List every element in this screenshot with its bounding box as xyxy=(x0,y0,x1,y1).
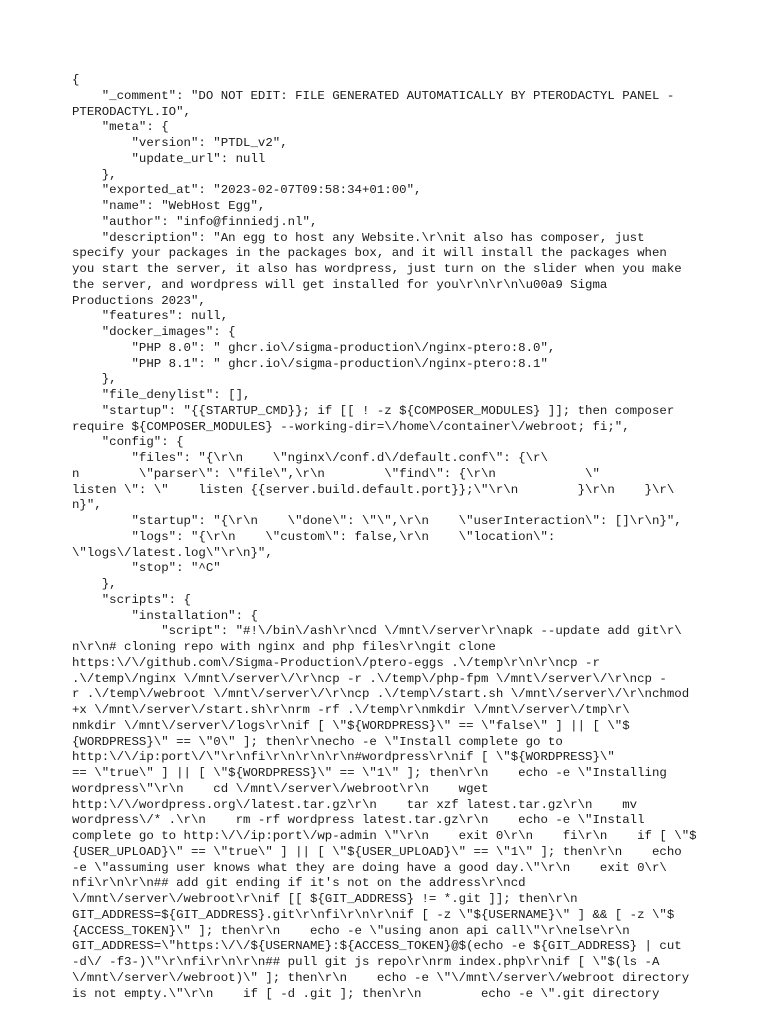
code-line: "startup": "{\r\n \"done\": \"\",\r\n \"userInteraction\": []\r\n}", xyxy=(72,514,682,528)
code-line: "installation": { xyxy=(72,608,258,623)
code-line: }, xyxy=(72,372,117,387)
code-line: https:\/\/github.com\/Sigma-Production\/ptero-eggs .\/temp\r\n\r\ncp -r xyxy=(72,655,600,670)
code-line: is not empty.\"\r\n if [ -d .git ]; then\r\n echo -e \".git directory xyxy=(72,986,660,1001)
code-line: n \"parser\": \"file\",\r\n \"find\": {\r\n \" xyxy=(72,466,600,481)
code-line: "config": { xyxy=(72,435,184,450)
code-line: GIT_ADDRESS=${GIT_ADDRESS}.git\r\nfi\r\n\r\nif [ -z \"${USERNAME}\" ] && [ -z \"$ xyxy=(72,907,675,922)
code-line: n}", xyxy=(72,498,102,513)
code-line: listen \": \" listen {{server.build.default.port}};\"\r\n }\r\n }\r\ xyxy=(72,482,675,497)
code-line: "file_denylist": [], xyxy=(72,388,251,402)
code-line: -e \"assuming user knows what they are doing have a good day.\"\r\n exit 0\r\ xyxy=(72,860,667,875)
code-line: {WORDPRESS}\" == \"0\" ]; then\r\necho -e \"Install complete go to xyxy=(72,734,563,749)
code-line: "PHP 8.0": " ghcr.io\/sigma-production\/nginx-ptero:8.0", xyxy=(72,340,556,355)
code-line: "script": "#!\/bin\/ash\r\ncd \/mnt\/server\r\napk --update add git\r\ xyxy=(72,624,682,639)
code-line: -d\/ -f3-)\"\r\nfi\r\n\r\n## pull git js repo\r\nrm index.php\r\nif [ \"$(ls -A xyxy=(72,955,660,969)
code-line: wordpress\/* .\r\n rm -rf wordpress latest.tar.gz\r\n echo -e \"Install xyxy=(72,813,645,828)
code-line: { xyxy=(72,73,80,87)
code-line: \/mnt\/server\/webroot\r\nif [[ ${GIT_ADDRESS} != *.git ]]; then\r\n xyxy=(72,892,578,906)
code-line: {USER_UPLOAD}\" == \"true\" ] || [ \"${USER_UPLOAD}\" == \"1\" ]; then\r\n echo xyxy=(72,844,682,859)
code-line: "version": "PTDL_v2", xyxy=(72,136,288,150)
code-line: nfi\r\n\r\n## add git ending if it's not on the address\r\ncd xyxy=(72,876,526,891)
code-line: r .\/temp\/webroot \/mnt\/server\/\r\ncp .\/temp\/start.sh \/mnt\/server\/\r\nchmod xyxy=(72,687,690,702)
code-line: complete go to http:\/\/ip:port\/wp-admin \"\r\n exit 0\r\n fi\r\n if [ \"$ xyxy=(72,829,697,843)
code-line: "files": "{\r\n \"nginx\/conf.d\/default.conf\": {\r\ xyxy=(72,451,548,465)
code-line: "_comment": "DO NOT EDIT: FILE GENERATED AUTOMATICALLY BY PTERODACTYL PANEL - xyxy=(72,88,675,103)
code-line: .\/temp\/nginx \/mnt\/server\/\r\ncp -r .\/temp\/php-fpm \/mnt\/server\/\r\ncp - xyxy=(72,671,667,686)
code-line: "features": null, xyxy=(72,309,229,324)
code-line: "docker_images": { xyxy=(72,325,236,339)
code-line: GIT_ADDRESS=\"https:\/\/${USERNAME}:${ACCESS_TOKEN}@$(echo -e ${GIT_ADDRESS} | cut xyxy=(72,939,682,954)
code-line: nmkdir \/mnt\/server\/logs\r\nif [ \"${WORDPRESS}\" == \"false\" ] || [ \"$ xyxy=(72,718,630,733)
code-line: {ACCESS_TOKEN}\" ]; then\r\n echo -e \"using anon api call\"\r\nelse\r\n xyxy=(72,923,630,938)
code-line: "logs": "{\r\n \"custom\": false,\r\n \"location\": xyxy=(72,529,556,544)
code-line: wordpress\"\r\n cd \/mnt\/server\/webroot\r\n wget xyxy=(72,781,489,796)
code-line: require ${COMPOSER_MODULES} --working-dir=\/home\/container\/webroot; fi;", xyxy=(72,419,630,434)
code-line: you start the server, it also has wordpress, just turn on the slider when you make xyxy=(72,262,682,276)
code-line: "exported_at": "2023-02-07T09:58:34+01:00", xyxy=(72,183,422,198)
code-line: "startup": "{{STARTUP_CMD}}; if [[ ! -z ${COMPOSER_MODULES} ]]; then composer xyxy=(72,403,675,418)
code-line: "description": "An egg to host any Website.\r\nit also has composer, just xyxy=(72,230,645,245)
code-line: "update_url": null xyxy=(72,151,266,166)
code-line: "meta": { xyxy=(72,120,169,135)
code-line: \"logs\/latest.log\"\r\n}", xyxy=(72,545,273,560)
code-line: PTERODACTYL.IO", xyxy=(72,104,191,119)
code-line: "stop": "^C" xyxy=(72,561,221,576)
code-line: the server, and wordpress will get installed for you\r\n\r\n\u00a9 Sigma xyxy=(72,277,608,292)
code-line: http:\/\/wordpress.org\/latest.tar.gz\r\n tar xzf latest.tar.gz\r\n mv xyxy=(72,797,638,812)
code-line: "PHP 8.1": " ghcr.io\/sigma-production\/nginx-ptero:8.1" xyxy=(72,356,548,371)
code-line: == \"true\" ] || [ \"${WORDPRESS}\" == \"1\" ]; then\r\n echo -e \"Installing xyxy=(72,766,667,780)
code-line: }, xyxy=(72,577,117,591)
code-line: specify your packages in the packages box, and it will install the packages when xyxy=(72,246,667,261)
code-line: http:\/\/ip:port\/\"\r\nfi\r\n\r\n\r\n#wordpress\r\nif [ \"${WORDPRESS}\" xyxy=(72,750,615,765)
code-line: Productions 2023", xyxy=(72,293,206,308)
code-line: "scripts": { xyxy=(72,592,191,607)
code-line: }, xyxy=(72,167,117,182)
code-line: n\r\n# cloning repo with nginx and php files\r\ngit clone xyxy=(72,640,496,654)
code-line: "author": "info@finniedj.nl", xyxy=(72,214,318,229)
code-line: \/mnt\/server\/webroot)\" ]; then\r\n echo -e \"\/mnt\/server\/webroot directory xyxy=(72,970,690,985)
json-code-listing xyxy=(72,73,697,1002)
code-line: +x \/mnt\/server\/start.sh\r\nrm -rf .\/temp\r\nmkdir \/mnt\/server\/tmp\r\ xyxy=(72,703,630,717)
code-line: "name": "WebHost Egg", xyxy=(72,199,266,213)
